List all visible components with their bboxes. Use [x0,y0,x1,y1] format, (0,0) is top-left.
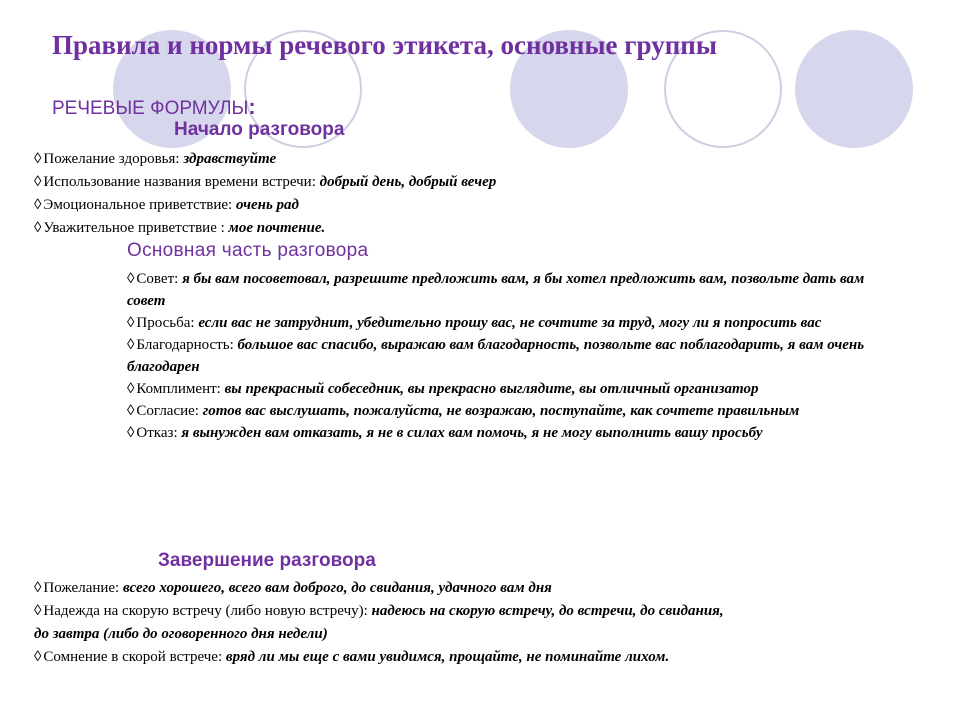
item-value: вряд ли мы еще с вами увидимся, прощайте, не поминайте лихом. [225,649,670,665]
bullet-icon: ◊ [34,197,42,213]
section-heading-main: Основная часть разговора [127,240,369,261]
item-label: Совет: [136,271,183,287]
decor-circle [795,30,913,148]
list-item [34,171,834,194]
item-label: Сомнение в скорой встрече: [43,649,226,665]
subtitle-text: РЕЧЕВЫЕ ФОРМУЛЫ [52,98,249,119]
item-value: большое вас спасибо, выражаю вам благодарность, позвольте вас поблагодарить, я вам очень благодарен [127,337,865,375]
bullet-icon: ◊ [127,315,135,331]
list-item [34,577,734,600]
list-item [127,312,887,334]
item-value: надеюсь на скорую встречу, до встречи, до свидания, до завтра (либо до оговоренного дня недели) [34,603,724,642]
list-main [127,268,887,444]
item-label: Использование названия времени встречи: [43,174,320,190]
bullet-icon: ◊ [34,174,42,190]
section-heading-start: Начало разговора [174,119,345,140]
item-value: я вынужден вам отказать, я не в силах вам помочь, я не могу выполнить вашу просьбу [181,425,763,441]
list-item [127,378,887,400]
item-label: Эмоциональное приветствие: [43,197,236,213]
list-item [34,148,834,171]
bullet-icon: ◊ [34,649,42,665]
bullet-icon: ◊ [127,425,135,441]
section-heading-end: Завершение разговора [158,550,376,571]
bullet-icon: ◊ [34,151,42,167]
item-value: здравствуйте [183,151,277,167]
item-value: очень рад [235,197,300,213]
item-label: Отказ: [136,425,182,441]
list-item [127,268,887,312]
item-label: Благодарность: [136,337,238,353]
list-item [34,646,734,669]
list-item [127,334,887,378]
list-end [34,577,734,669]
list-item [34,600,734,646]
item-label: Уважительное приветствие : [43,220,229,236]
item-value: если вас не затруднит, убедительно прошу вас, не сочтите за труд, могу ли я попросить вас [198,315,822,331]
bullet-icon: ◊ [34,603,42,619]
item-value: всего хорошего, всего вам доброго, до свидания, удачного вам дня [122,580,552,596]
list-item [34,194,834,217]
bullet-icon: ◊ [127,337,135,353]
item-label: Пожелание: [43,580,123,596]
item-label: Пожелание здоровья: [43,151,184,167]
item-label: Согласие: [136,403,203,419]
item-label: Комплимент: [136,381,225,397]
bullet-icon: ◊ [127,381,135,397]
bullet-icon: ◊ [127,403,135,419]
item-label: Надежда на скорую встречу (либо новую встречу): [43,603,372,619]
item-value: готов вас выслушать, пожалуйста, не возражаю, поступайте, как сочтете правильным [202,403,800,419]
item-value: мое почтение. [228,220,326,236]
item-value: вы прекрасный собеседник, вы прекрасно выглядите, вы отличный организатор [224,381,759,397]
bullet-icon: ◊ [34,220,42,236]
bullet-icon: ◊ [34,580,42,596]
item-value: я бы вам посоветовал, разрешите предложить вам, я бы хотел предложить вам, позвольте дать вам совет [127,271,865,309]
list-item [127,422,887,444]
list-item [34,217,834,240]
list-item [127,400,887,422]
list-start [34,148,834,240]
section-subtitle [52,94,256,120]
item-value: добрый день, добрый вечер [319,174,497,190]
item-label: Просьба: [136,315,199,331]
subtitle-colon: : [248,94,256,119]
bullet-icon: ◊ [127,271,135,287]
page-title: Правила и нормы речевого этикета, основные группы [52,30,717,60]
